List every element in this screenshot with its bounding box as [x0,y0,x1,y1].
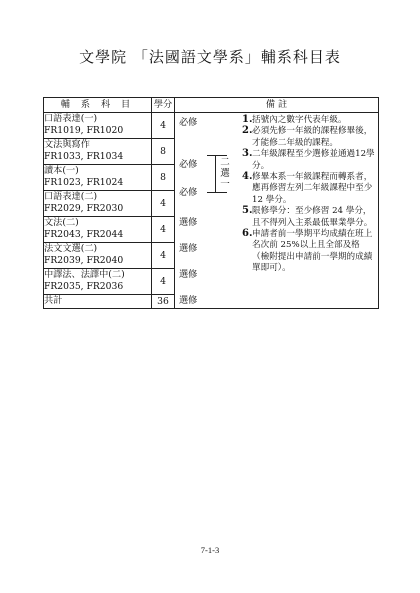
total-credits: 36 [152,295,175,309]
table-header-row [44,98,379,113]
subject-cell [44,139,152,165]
credit-cell: 4 [152,243,175,269]
subject-name: 讀本(一) [44,165,79,176]
remark-item [242,115,375,126]
course-type: 必修 [179,187,198,198]
course-type: 選修 [179,217,198,228]
subject-cell [44,269,152,295]
remark-text: 申請者前一學期平均成績在班上名次前 25%以上且全部及格（檢附提出申請前一學期的成績單即可）。 [252,229,373,274]
total-label: 共計 [44,295,152,309]
choose-one-char: 一 [220,179,230,190]
credit-cell: 8 [152,165,175,191]
choose-one-label [219,157,231,190]
remark-item [242,229,375,275]
remark-text: 修畢本系一年級課程而轉系者，應再修習左列二年級課程中至少 12 學分。 [252,172,373,205]
subject-code: FR2039, FR2040 [44,255,124,266]
remark-number: 2. [242,125,253,137]
remark-number: 1. [242,114,253,125]
remark-number: 6. [242,228,253,240]
subject-cell [44,113,152,139]
course-type: 選修 [179,269,198,280]
choose-one-char: 二 [220,157,230,168]
remark-text: 限修學分：至少修習 24 學分，且不得列入主系最低畢業學分。 [252,206,373,228]
remarks-list [175,113,378,275]
subject-name: 口語表達(二) [44,191,98,202]
subject-cell [44,165,152,191]
remark-number: 3. [242,148,253,160]
course-type: 選修 [179,295,198,306]
subject-name: 文法(二) [44,217,79,228]
subject-cell [44,191,152,217]
remarks-cell [175,113,379,309]
course-type: 必修 [179,117,198,128]
remark-item [242,206,375,229]
credit-cell: 4 [152,269,175,295]
remark-item [242,149,375,172]
course-type: 必修 [179,159,198,170]
credit-cell: 4 [152,113,175,139]
subject-code: FR2043, FR2044 [44,229,124,240]
remark-text: 二年級課程至少選修並通過12學分。 [252,149,375,171]
remark-number: 5. [242,205,253,217]
credit-cell: 8 [152,139,175,165]
remark-item [242,126,375,149]
remark-number: 4. [242,171,253,183]
choose-one-char: 選 [220,168,230,179]
remark-item [242,172,375,206]
subject-code: FR2035, FR2036 [44,281,124,292]
subject-code: FR1023, FR1024 [44,177,124,188]
remark-text: 括號內之數字代表年級。 [252,115,347,125]
credit-cell: 4 [152,191,175,217]
course-type: 選修 [179,243,198,254]
subject-code: FR1033, FR1034 [44,151,124,162]
header-credits: 學分 [152,98,175,113]
page-number: 7-1-3 [200,545,220,555]
subject-name: 文法與寫作 [44,139,90,150]
page-title: 文學院 「法國語文學系」輔系科目表 [79,48,341,66]
choose-one-bracket [207,155,216,193]
credit-cell: 4 [152,217,175,243]
subject-cell [44,217,152,243]
subject-name: 法文文選(二) [44,243,98,254]
header-subject: 輔 系 科 目 [44,98,152,113]
subject-code: FR2029, FR2030 [44,203,124,214]
header-remarks: 備 註 [175,98,379,113]
subject-code: FR1019, FR1020 [44,125,124,136]
subject-name: 中譯法、法譯中(二) [44,269,125,280]
table-row [44,113,379,139]
remark-text: 必須先修一年級的課程修畢後，才能修二年級的課程。 [252,126,373,148]
subject-name: 口語表達(一) [44,113,98,124]
course-table [43,97,379,309]
subject-cell [44,243,152,269]
